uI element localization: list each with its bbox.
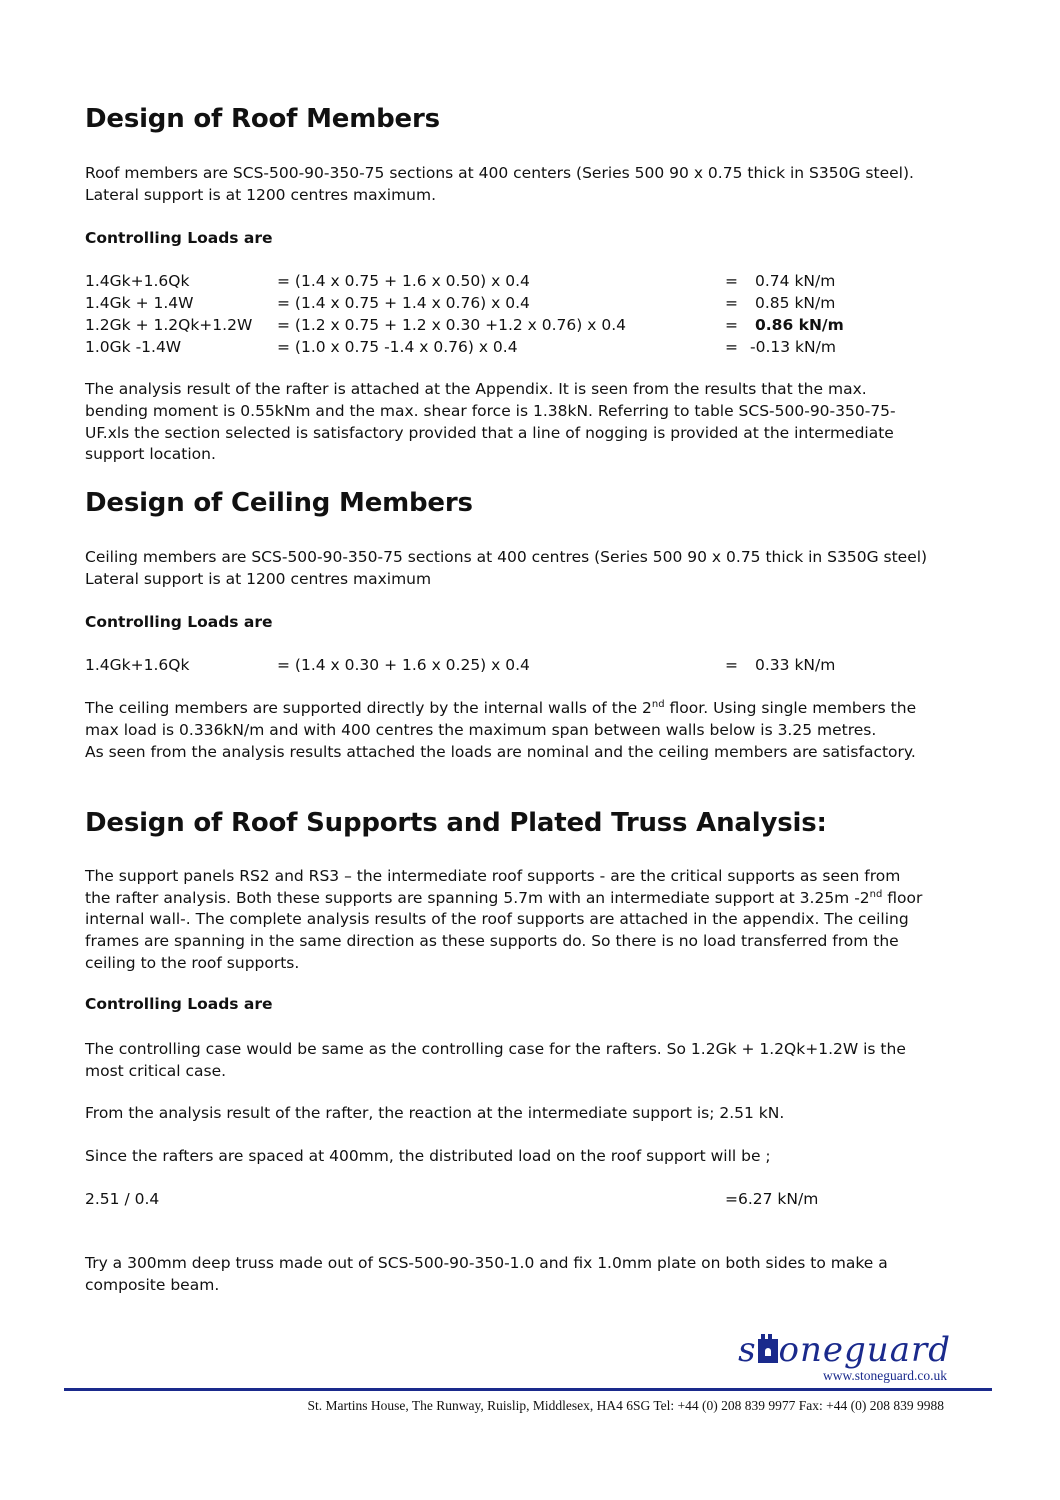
load-combo: 1.0Gk -1.4W [85, 338, 182, 356]
roof-load-row [85, 271, 965, 293]
load-formula: = (1.4 x 0.30 + 1.6 x 0.25) x 0.4 [277, 656, 530, 674]
footer-divider [64, 1388, 992, 1391]
roof-analysis-line-1: The analysis result of the rafter is attached at the Appendix. It is seen from the results that the max. [85, 380, 867, 398]
ordinal-suffix: nd [651, 698, 665, 710]
roof-load-row [85, 337, 965, 359]
ceiling-intro-line-2: Lateral support is at 1200 centres maximum [85, 570, 432, 588]
ceiling-text-line-2: max load is 0.336kN/m and with 400 centres the maximum span between walls below is 3.25 metres. [85, 721, 877, 739]
load-combo: 1.4Gk+1.6Qk [85, 272, 190, 290]
roof-analysis-line-4: support location. [85, 445, 216, 463]
ceiling-intro-line-1: Ceiling members are SCS-500-90-350-75 sections at 400 centres (Series 500 90 x 0.75 thick in S350G steel) [85, 548, 928, 566]
supports-heading: Design of Roof Supports and Plated Truss Analysis: [85, 808, 827, 838]
roof-load-row [85, 293, 965, 315]
load-combo: 1.4Gk + 1.4W [85, 294, 194, 312]
ceiling-heading: Design of Ceiling Members [85, 488, 473, 518]
ceiling-text-1b: floor. Using single members the [664, 699, 917, 717]
ceiling-loads-heading: Controlling Loads are [85, 613, 273, 631]
roof-intro-line-2: Lateral support is at 1200 centres maximum. [85, 186, 437, 204]
supports-text-line-4: frames are spanning in the same direction as these supports do. So there is no load transferred from the [85, 932, 899, 950]
ordinal-suffix: nd [869, 888, 883, 900]
ceiling-load-row [85, 655, 965, 677]
load-formula: = (1.4 x 0.75 + 1.4 x 0.76) x 0.4 [277, 294, 530, 312]
supports-text-line-1: The support panels RS2 and RS3 – the intermediate roof supports - are the critical supports as seen from [85, 867, 901, 885]
load-result: 0.33 kN/m [755, 656, 836, 674]
roof-analysis-line-3: UF.xls the section selected is satisfactory provided that a line of nogging is provided at the intermediate [85, 424, 894, 442]
supports-spacing: Since the rafters are spaced at 400mm, the distributed load on the roof support will be ; [85, 1147, 771, 1165]
load-result: -0.13 kN/m [750, 338, 836, 356]
load-formula: = (1.2 x 0.75 + 1.2 x 0.30 +1.2 x 0.76) x 0.4 [277, 316, 627, 334]
supports-try-line-1: Try a 300mm deep truss made out of SCS-500-90-350-1.0 and fix 1.0mm plate on both sides to make a [85, 1254, 888, 1272]
supports-calc-row [85, 1189, 965, 1211]
calc-expression: 2.51 / 0.4 [85, 1190, 160, 1208]
roof-loads-heading: Controlling Loads are [85, 229, 273, 247]
footer-address: St. Martins House, The Runway, Ruislip, Middlesex, HA4 6SG Tel: +44 (0) 208 839 9977 Fax: +44 (0) 208 839 9988 [307, 1398, 944, 1413]
roof-load-row [85, 315, 965, 337]
roof-intro-line-1: Roof members are SCS-500-90-350-75 sections at 400 centers (Series 500 90 x 0.75 thick in S350G steel). [85, 164, 914, 182]
ceiling-text-line-3: As seen from the analysis results attached the loads are nominal and the ceiling members are satisfactory. [85, 743, 916, 761]
load-equals: = [725, 656, 738, 674]
load-result: 0.85 kN/m [755, 294, 836, 312]
stoneguard-logo [706, 1330, 951, 1386]
load-formula: = (1.4 x 0.75 + 1.6 x 0.50) x 0.4 [277, 272, 530, 290]
supports-loads-heading: Controlling Loads are [85, 995, 273, 1013]
roof-analysis-line-2: bending moment is 0.55kNm and the max. shear force is 1.38kN. Referring to table SCS-500-90-350-75- [85, 402, 896, 420]
load-result-critical: 0.86 kN/m [755, 316, 844, 334]
company-url: www.stoneguard.co.uk [823, 1368, 947, 1383]
castle-tower-icon [758, 1339, 778, 1363]
supports-try-line-2: composite beam. [85, 1276, 220, 1294]
supports-text-line-5: ceiling to the roof supports. [85, 954, 300, 972]
ceiling-text-line-1 [85, 698, 955, 720]
roof-heading: Design of Roof Members [85, 104, 440, 134]
logo-wordmark: s oneguard [738, 1330, 951, 1370]
load-equals: = [725, 272, 738, 290]
calc-result: =6.27 kN/m [725, 1190, 819, 1208]
load-equals: = [725, 294, 738, 312]
supports-text-line-3: internal wall-. The complete analysis results of the roof supports are attached in the appendix. The ceiling [85, 910, 909, 928]
supports-text-line-2 [85, 888, 955, 910]
load-equals: = [725, 316, 738, 334]
ceiling-text-1a: The ceiling members are supported directly by the internal walls of the 2 [85, 699, 652, 717]
supports-text-2a: the rafter analysis. Both these supports are spanning 5.7m with an intermediate support at 3.25m -2 [85, 889, 870, 907]
load-equals: = [725, 338, 738, 356]
load-combo: 1.4Gk+1.6Qk [85, 656, 190, 674]
supports-case-line-1: The controlling case would be same as the controlling case for the rafters. So 1.2Gk + 1.2Qk+1.2W is the [85, 1040, 906, 1058]
load-result: 0.74 kN/m [755, 272, 836, 290]
load-formula: = (1.0 x 0.75 -1.4 x 0.76) x 0.4 [277, 338, 518, 356]
supports-text-2b: floor [882, 889, 923, 907]
load-combo: 1.2Gk + 1.2Qk+1.2W [85, 316, 253, 334]
supports-reaction: From the analysis result of the rafter, the reaction at the intermediate support is; 2.51 kN. [85, 1104, 785, 1122]
supports-case-line-2: most critical case. [85, 1062, 227, 1080]
